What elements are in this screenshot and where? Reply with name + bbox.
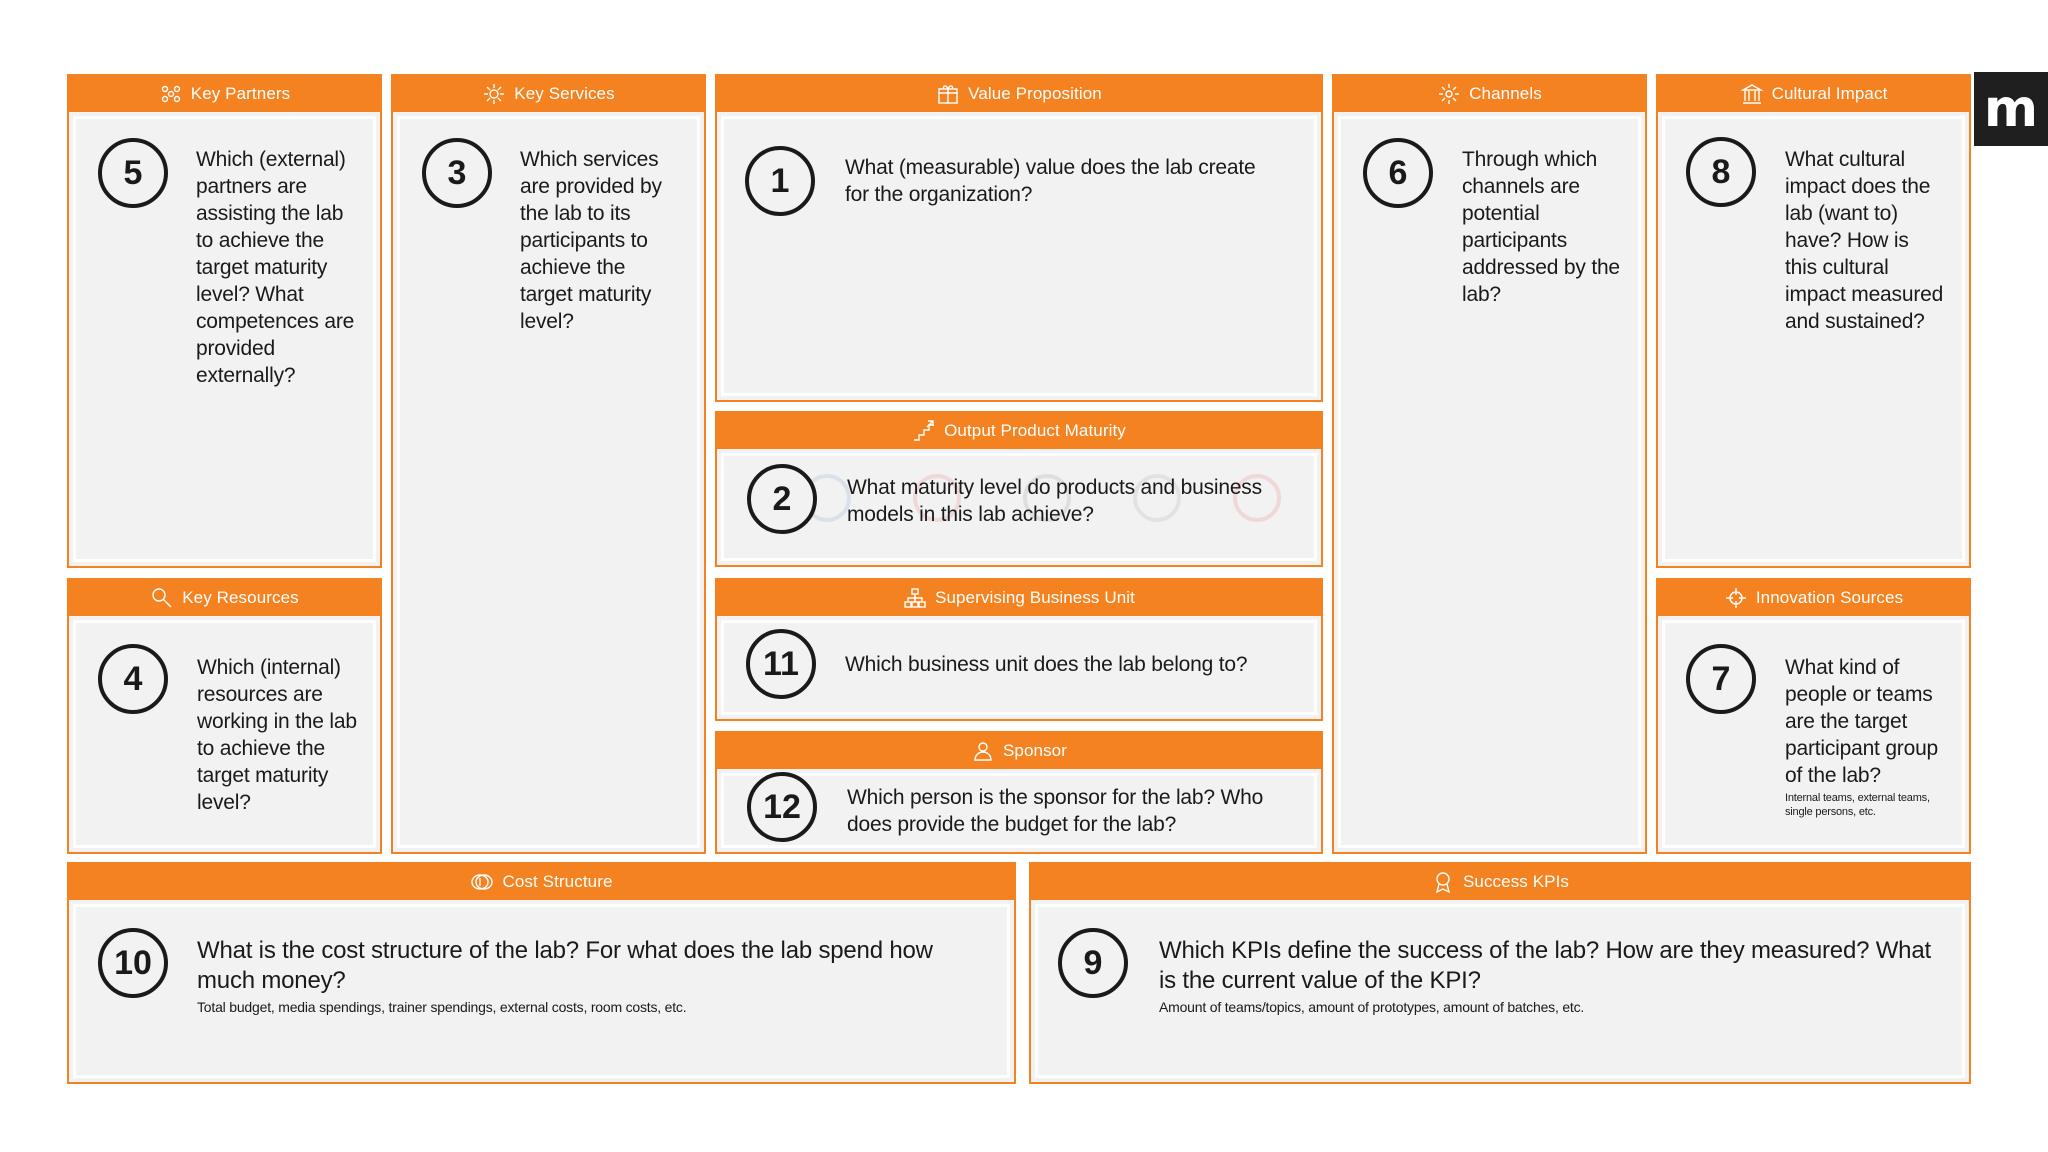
card-header (393, 76, 704, 112)
card-title: Key Partners (190, 84, 291, 103)
question-text: What is the cost structure of the lab? For what does the lab spend how much money? (197, 937, 933, 994)
step-number-badge: 3 (422, 138, 492, 208)
card-title: Key Services (514, 84, 615, 103)
card-title: Channels (1469, 84, 1542, 103)
card-header (1031, 864, 1969, 900)
step-number-badge: 5 (98, 138, 168, 208)
card-output-product-maturity (715, 411, 1323, 567)
card-cultural-impact (1656, 74, 1971, 568)
coins-icon (470, 870, 494, 894)
award-medal-icon (1431, 870, 1455, 894)
card-question: What cultural impact does the lab (want to) have? How is this cultural impact measured and sustained? (1785, 148, 1944, 333)
card-question: What (measurable) value does the lab create for the organization? (845, 156, 1256, 206)
card-key-partners (67, 74, 382, 568)
card-title: Supervising Business Unit (935, 588, 1135, 607)
card-header (69, 76, 380, 112)
step-number-badge: 7 (1686, 644, 1756, 714)
card-channels (1332, 74, 1647, 854)
question-note: Total budget, media spendings, trainer spendings, external costs, room costs, etc. (197, 999, 687, 1015)
card-title: Key Resources (182, 588, 299, 607)
card-title: Output Product Maturity (944, 421, 1126, 440)
card-header (717, 76, 1321, 112)
card-title: Sponsor (1002, 741, 1068, 760)
card-header (717, 733, 1321, 769)
card-key-resources (67, 578, 382, 854)
step-number-badge: 1 (745, 146, 815, 216)
card-question: Which business unit does the lab belong to? (845, 653, 1248, 676)
card-header (69, 864, 1014, 900)
card-header (717, 413, 1321, 449)
card-question (197, 936, 977, 1016)
card-question: Through which channels are potential participants addressed by the lab? (1462, 148, 1620, 306)
card-title: Success KPIs (1462, 872, 1570, 891)
card-success-kpis (1029, 862, 1971, 1084)
org-chart-icon (903, 586, 927, 610)
card-value-proposition (715, 74, 1323, 402)
gift-box-icon (936, 82, 960, 106)
step-number-badge: 11 (746, 629, 816, 699)
card-cost-structure (67, 862, 1016, 1084)
person-icon (971, 739, 995, 763)
card-header (1658, 580, 1969, 616)
card-sponsor (715, 731, 1323, 854)
card-question (1159, 936, 1949, 1016)
card-question: Which services are provided by the lab to its participants to achieve the target maturity level? (520, 148, 662, 333)
card-question: Which (internal) resources are working in the lab to achieve the target maturity level? (197, 656, 357, 814)
card-header (1658, 76, 1969, 112)
card-question: What maturity level do products and business models in this lab achieve? (847, 476, 1262, 526)
card-title: Cost Structure (502, 872, 613, 891)
card-title: Value Proposition (968, 84, 1102, 103)
card-question: Which person is the sponsor for the lab? Who does provide the budget for the lab? (847, 786, 1264, 836)
card-innovation-sources (1656, 578, 1971, 854)
brand-logo: m (1974, 72, 2048, 146)
card-key-services (391, 74, 706, 854)
card-title: Innovation Sources (1755, 588, 1904, 607)
card-header (717, 580, 1321, 616)
building-columns-icon (1740, 82, 1764, 106)
card-title: Cultural Impact (1771, 84, 1888, 103)
crosshair-icon (1724, 586, 1748, 610)
step-number-badge: 6 (1363, 138, 1433, 208)
step-number-badge: 8 (1686, 137, 1756, 207)
question-note: Amount of teams/topics, amount of prototypes, amount of batches, etc. (1159, 999, 1585, 1015)
step-number-badge: 10 (98, 928, 168, 998)
card-header (69, 580, 380, 616)
step-number-badge: 2 (747, 464, 817, 534)
card-supervising-business-unit (715, 578, 1323, 721)
partners-network-icon (159, 82, 183, 106)
step-number-badge: 9 (1058, 928, 1128, 998)
question-text: Which KPIs define the success of the lab? How are they measured? What is the current value of the KPI? (1159, 937, 1931, 994)
stairs-icon (912, 419, 936, 443)
step-number-badge: 12 (747, 772, 817, 842)
gear-services-icon (482, 82, 506, 106)
question-text: What kind of people or teams are the target participant group of the lab? (1785, 656, 1939, 787)
magnifier-icon (150, 586, 174, 610)
card-question: Which (external) partners are assisting the lab to achieve the target maturity level? What competences are provided externally? (196, 148, 355, 387)
broadcast-icon (1437, 82, 1461, 106)
card-question (1785, 654, 1950, 819)
step-number-badge: 4 (98, 644, 168, 714)
question-note: Internal teams, external teams, single persons, etc. (1785, 792, 1930, 818)
card-header (1334, 76, 1645, 112)
